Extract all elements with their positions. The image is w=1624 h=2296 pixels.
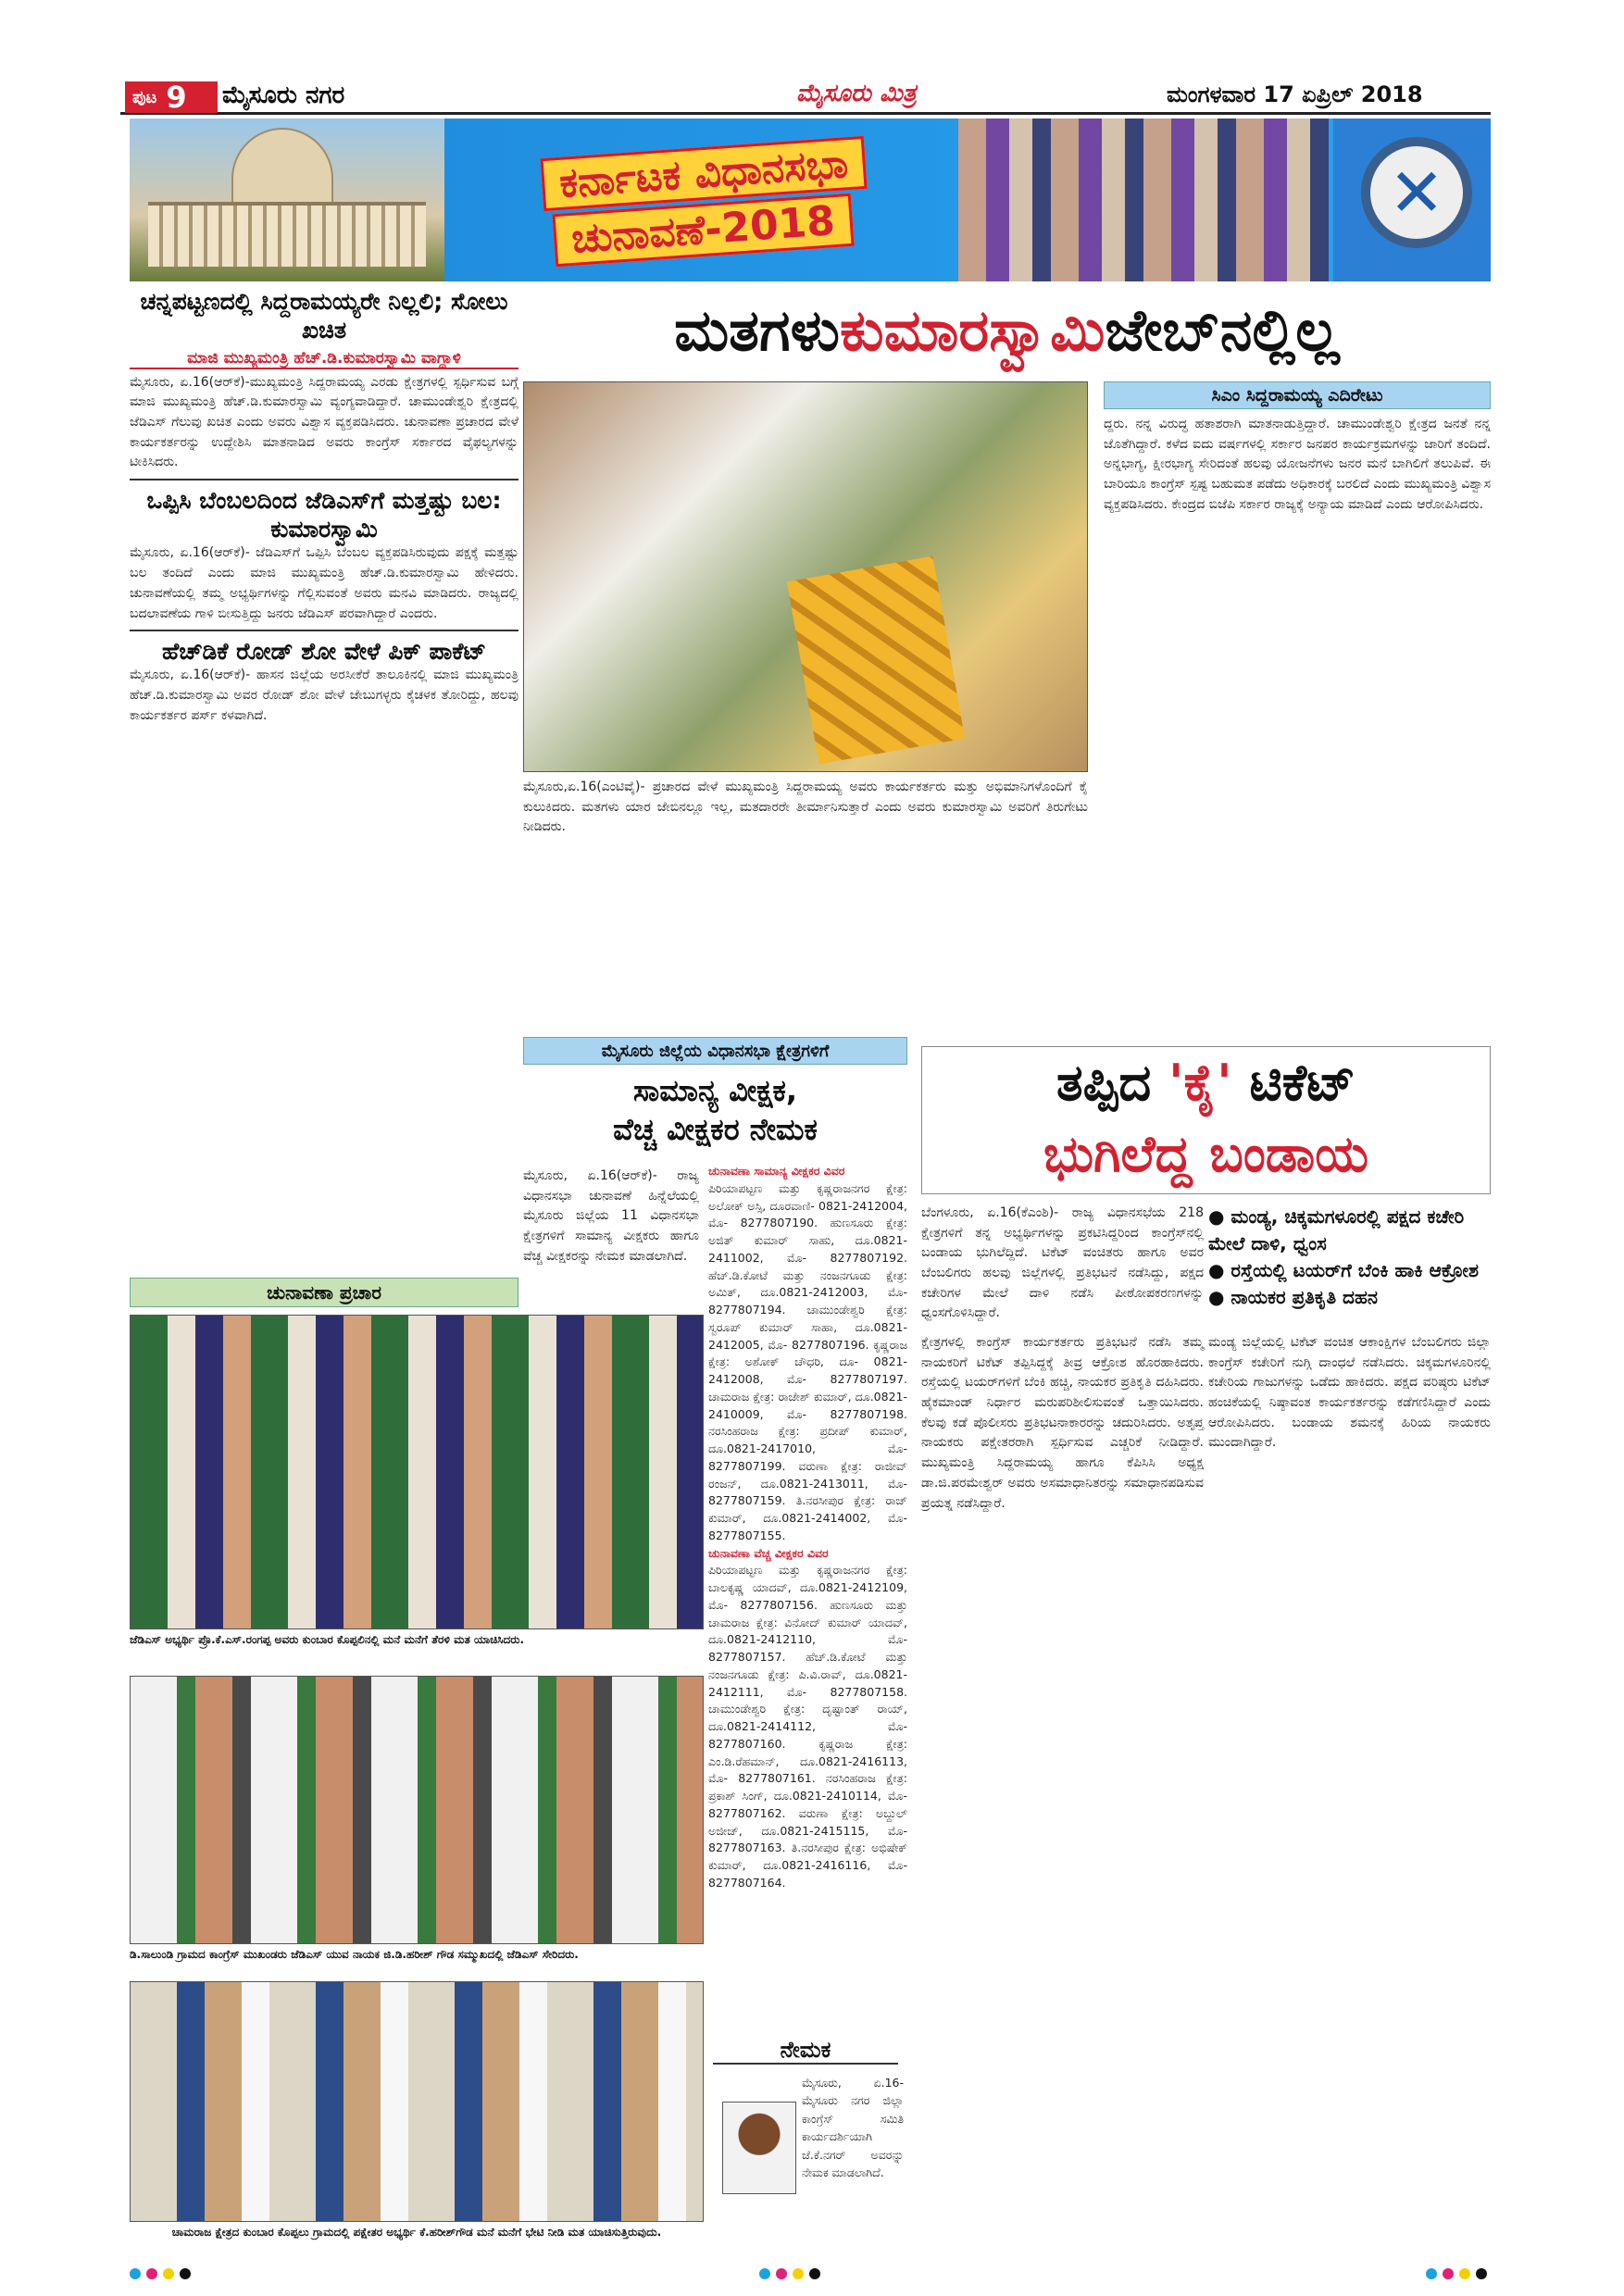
divider bbox=[130, 630, 518, 631]
observers-headline-line-1: ಸಾಮಾನ್ಯ ವೀಕ್ಷಕ, bbox=[632, 1073, 798, 1108]
registration-marks-left bbox=[130, 2268, 191, 2279]
campaign-photo-3 bbox=[130, 1981, 704, 2222]
dome-shape bbox=[231, 128, 333, 211]
campaign-photo-2 bbox=[130, 1676, 704, 1944]
ticket-headline-part-a: ತಪ್ಪಿದ bbox=[1056, 1054, 1169, 1112]
election-logo bbox=[1333, 119, 1491, 281]
ticket-headline-line-1 bbox=[921, 1054, 1491, 1113]
ticket-highlights bbox=[1208, 1204, 1491, 1311]
main-headline-part-a: ಮತಗಳು bbox=[674, 296, 840, 364]
section-name: ಮೈಸೂರು ನಗರ bbox=[222, 81, 345, 109]
black-dot bbox=[1476, 2268, 1487, 2279]
observers-list bbox=[708, 1163, 907, 1892]
left-story-3-body: ಮೈಸೂರು, ಏ.16(ಆರ್‌ಕೆ)- ಹಾಸನ ಜಿಲ್ಲೆಯ ಅರಸೀಕೆರೆ ತಾಲೂಕಿನಲ್ಲಿ ಮಾಜಿ ಮುಖ್ಯಮಂತ್ರಿ ಹೆಚ್.ಡಿ.ಕುಮಾರಸ್ವಾಮಿ ಅವರ ರೋಡ್ ಶೋ ವೇಳೆ ಜೇಬುಗಳ್ಳರು ಕೈಚಳಕ ತೋರಿದ್ದು, ಹಲವು ಕಾರ್ಯಕರ್ತರ ಪರ್ಸ್ ಕಳವಾಗಿದೆ. bbox=[130, 668, 518, 723]
observers-intro: ಮೈಸೂರು, ಏ.16(ಆರ್‌ಕೆ)- ರಾಜ್ಯ ವಿಧಾನಸಭಾ ಚುನಾವಣೆ ಹಿನ್ನೆಲೆಯಲ್ಲಿ ಮೈಸೂರು ಜಿಲ್ಲೆಯ 11 ವಿಧಾನಸಭಾ ಕ್ಷೇತ್ರಗಳಿಗೆ ಸಾಮಾನ್ಯ ವೀಕ್ಷಕರು ಹಾಗೂ ವೆಚ್ಚ ವೀಕ್ಷಕರನ್ನು ನೇಮಕ ಮಾಡಲಾಗಿದೆ. bbox=[523, 1168, 699, 1264]
barricade-shape bbox=[787, 556, 965, 765]
registration-marks-center bbox=[759, 2268, 820, 2279]
ticket-highlight-1: ● ಮಂಡ್ಯ, ಚಿಕ್ಕಮಗಳೂರಲ್ಲಿ ಪಕ್ಷದ ಕಚೇರಿ ಮೇಲೆ ದಾಳಿ, ಧ್ವಂಸ bbox=[1208, 1204, 1491, 1257]
left-story-3-headline: ಹೆಚ್‌ಡಿಕೆ ರೋಡ್ ಶೋ ವೇಳೆ ಪಿಕ್ ಪಾಕೆಟ್ bbox=[161, 638, 487, 666]
expense-observers-list: ಪಿರಿಯಾಪಟ್ಟಣ ಮತ್ತು ಕೃಷ್ಣರಾಜನಗರ ಕ್ಷೇತ್ರ: ಬಾಲಕೃಷ್ಣ ಯಾದವ್, ದೂ.0821-2412109, ಮೊ- 8277807156. ಹುಣಸೂರು ಮತ್ತು ಚಾಮರಾಜ ಕ್ಷೇತ್ರ: ವಿನೋದ್ ಕುಮಾರ್ ಯಾದವ್, ದೂ.0821-2412110, ಮೊ- 8277807157. ಹೆಚ್.ಡಿ.ಕೋಟೆ ಮತ್ತು ನಂಜನಗೂಡು ಕ್ಷೇತ್ರ: ಪಿ.ವಿ.ರಾವ್, ದೂ.0821-2412111, ಮೊ- 8277807158. ಚಾಮುಂಡೇಶ್ವರಿ ಕ್ಷೇತ್ರ: ದೃಷ್ಟಾಂತ್ ರಾಯ್, ದೂ.0821-2414112, ಮೊ- 8277807160. ಕೃಷ್ಣರಾಜ ಕ್ಷೇತ್ರ: ಎಂ.ಡಿ.ರೆಹಮಾನ್, ದೂ.0821-2416113, ಮೊ- 8277807161. ನರಸಿಂಹರಾಜ ಕ್ಷೇತ್ರ: ಪ್ರಕಾಶ್ ಸಿಂಗ್, ದೂ.0821-2410114, ಮೊ- 8277807162. ವರುಣಾ ಕ್ಷೇತ್ರ: ಅಬ್ದುಲ್ ಅಜೀಜ್, ದೂ.0821-2415115, ಮೊ- 8277807163. ತಿ.ನರಸೀಪುರ ಕ್ಷೇತ್ರ: ಅಭಿಷೇಕ್ ಕುಮಾರ್, ದೂ.0821-2416116, ಮೊ- 8277807164. bbox=[708, 1563, 907, 1890]
vidhana-soudha-image bbox=[130, 119, 444, 281]
appointee-portrait bbox=[722, 2102, 796, 2194]
yellow-dot bbox=[793, 2268, 804, 2279]
main-headline-part-c: ಜೇಬ್‌ನಲ್ಲಿಲ್ಲ bbox=[1105, 296, 1340, 364]
yellow-dot bbox=[163, 2268, 174, 2279]
main-headline bbox=[523, 289, 1491, 372]
ticket-highlight-2: ● ರಸ್ತೆಯಲ್ಲಿ ಟಯರ್‌ಗೆ ಬೆಂಕಿ ಹಾಕಿ ಆಕ್ರೋಶ bbox=[1208, 1257, 1491, 1284]
main-story-body: ದ್ದರು. ನನ್ನ ವಿರುದ್ಧ ಹತಾಶರಾಗಿ ಮಾತನಾಡುತ್ತಿದ್ದಾರೆ. ಚಾಮುಂಡೇಶ್ವರಿ ಕ್ಷೇತ್ರದ ಜನತೆ ನನ್ನ ಜೊತೆಗಿದ್ದಾರೆ. ಕಳೆದ ಐದು ವರ್ಷಗಳಲ್ಲಿ ಸರ್ಕಾರ ಜನಪರ ಕಾರ್ಯಕ್ರಮಗಳನ್ನು ಜಾರಿಗೆ ತಂದಿದೆ. ಅನ್ನಭಾಗ್ಯ, ಕ್ಷೀರಭಾಗ್ಯ ಸೇರಿದಂತೆ ಹಲವು ಯೋಜನೆಗಳು ಜನರ ಮನೆ ಬಾಗಿಲಿಗೆ ತಲುಪಿವೆ. ಈ ಬಾರಿಯೂ ಕಾಂಗ್ರೆಸ್ ಸ್ಪಷ್ಟ ಬಹುಮತ ಪಡೆದು ಅಧಿಕಾರಕ್ಕೆ ಬರಲಿದೆ ಎಂದು ಮುಖ್ಯಮಂತ್ರಿ ವಿಶ್ವಾಸ ವ್ಯಕ್ತಪಡಿಸಿದರು. ಕೇಂದ್ರದ ಬಿಜೆಪಿ ಸರ್ಕಾರ ರಾಜ್ಯಕ್ಕೆ ಅನ್ಯಾಯ ಮಾಡಿದೆ ಎಂದು ಆರೋಪಿಸಿದರು. bbox=[1104, 417, 1491, 512]
registration-marks-right bbox=[1426, 2268, 1487, 2279]
voters-queue-photo bbox=[958, 119, 1329, 281]
banner-title bbox=[444, 128, 963, 276]
appointment-body: ಮೈಸೂರು, ಏ.16- ಮೈಸೂರು ನಗರ ಜಿಲ್ಲಾ ಕಾಂಗ್ರೆಸ್ ಸಮಿತಿ ಕಾರ್ಯದರ್ಶಿಯಾಗಿ ಜೆ.ಕೆ.ನಗರ್ ಅವರನ್ನು ನೇಮಕ ಮಾಡಲಾಗಿದೆ. bbox=[802, 2076, 904, 2179]
building-shape bbox=[148, 202, 426, 267]
black-dot bbox=[809, 2268, 820, 2279]
ticket-highlight-3: ● ನಾಯಕರ ಪ್ರತಿಕೃತಿ ದಹನ bbox=[1208, 1284, 1491, 1311]
ticket-headline-line-2: ಭುಗಿಲೆದ್ದ ಬಂಡಾಯ bbox=[1043, 1125, 1369, 1183]
observers-headline-line-2: ವೆಚ್ಚ ವೀಕ್ಷಕರ ನೇಮಕ bbox=[613, 1111, 818, 1147]
left-story-kicker: ಮಾಜಿ ಮುಖ್ಯಮಂತ್ರಿ ಹೆಚ್.ಡಿ.ಕುಮಾರಸ್ವಾಮಿ ವಾಗ್ದಾಳಿ bbox=[130, 349, 518, 369]
left-story-2-body: ಮೈಸೂರು, ಏ.16(ಆರ್‌ಕೆ)- ಜೆಡಿಎಸ್‌ಗೆ ಒಪ್ಪಿಸಿ ಬೆಂಬಲ ವ್ಯಕ್ತಪಡಿಸಿರುವುದು ಪಕ್ಷಕ್ಕೆ ಮತ್ತಷ್ಟು ಬಲ ತಂದಿದೆ ಎಂದು ಮಾಜಿ ಮುಖ್ಯಮಂತ್ರಿ ಹೆಚ್.ಡಿ.ಕುಮಾರಸ್ವಾಮಿ ಹೇಳಿದರು. ಚುನಾವಣೆಯಲ್ಲಿ ತಮ್ಮ ಅಭ್ಯರ್ಥಿಗಳನ್ನು ಗೆಲ್ಲಿಸುವಂತೆ ಅವರು ಮನವಿ ಮಾಡಿದರು. ರಾಜ್ಯದಲ್ಲಿ ಬದಲಾವಣೆಯ ಗಾಳಿ ಬೀಸುತ್ತಿದ್ದು ಜನರು ಜೆಡಿಎಸ್ ಪರವಾಗಿದ್ದಾರೆ ಎಂದರು. bbox=[130, 545, 518, 621]
campaign-section-box: ಚುನಾವಣಾ ಪ್ರಚಾರ bbox=[130, 1278, 518, 1307]
main-subhead: ಸಿಎಂ ಸಿದ್ದರಾಮಯ್ಯ ಎದಿರೇಟು bbox=[1104, 381, 1491, 409]
cyan-dot bbox=[1426, 2268, 1437, 2279]
magenta-dot bbox=[146, 2268, 157, 2279]
page-number-tag bbox=[125, 81, 218, 113]
yellow-dot bbox=[1459, 2268, 1470, 2279]
banner-title-line-1: ಕರ್ನಾಟಕ ವಿಧಾನಸಭಾ bbox=[540, 136, 867, 211]
newspaper-name: ಮೈಸೂರು ಮಿತ್ರ bbox=[796, 80, 917, 107]
left-story-headline: ಚನ್ನಪಟ್ಟಣದಲ್ಲಿ ಸಿದ್ದರಾಮಯ್ಯರೇ ನಿಲ್ಲಲಿ; ಸೋಲು ಖಚಿತ bbox=[140, 288, 508, 344]
ticket-headline-part-c: ಟಿಕೆಟ್ bbox=[1249, 1054, 1356, 1112]
magenta-dot bbox=[776, 2268, 787, 2279]
ticket-story-body-col1: ಕ್ಷೇತ್ರಗಳಲ್ಲಿ ಕಾಂಗ್ರೆಸ್ ಕಾರ್ಯಕರ್ತರು ಪ್ರತಿಭಟನೆ ನಡೆಸಿ ತಮ್ಮ ನಾಯಕರಿಗೆ ಟಿಕೆಟ್ ತಪ್ಪಿಸಿದ್ದಕ್ಕೆ ತೀವ್ರ ಆಕ್ರೋಶ ಹೊರಹಾಕಿದರು. ರಸ್ತೆಯಲ್ಲಿ ಟಯರ್‌ಗಳಿಗೆ ಬೆಂಕಿ ಹಚ್ಚಿ, ನಾಯಕರ ಪ್ರತಿಕೃತಿ ದಹಿಸಿದರು. ಹೈಕಮಾಂಡ್ ನಿರ್ಧಾರ ಮರುಪರಿಶೀಲಿಸುವಂತೆ ಒತ್ತಾಯಿಸಿದರು. ಕೆಲವು ಕಡೆ ಪೊಲೀಸರು ಪ್ರತಿಭಟನಾಕಾರರನ್ನು ಚದುರಿಸಿದರು. ಅತೃಪ್ತ ನಾಯಕರು ಪಕ್ಷೇತರರಾಗಿ ಸ್ಪರ್ಧಿಸುವ ಎಚ್ಚರಿಕೆ ನೀಡಿದ್ದಾರೆ. ಮುಖ್ಯಮಂತ್ರಿ ಸಿದ್ದರಾಮಯ್ಯ ಹಾಗೂ ಕೆಪಿಸಿಸಿ ಅಧ್ಯಕ್ಷ ಡಾ.ಜಿ.ಪರಮೇಶ್ವರ್ ಅವರು ಅಸಮಾಧಾನಿತರನ್ನು ಸಮಾಧಾನಪಡಿಸುವ ಪ್ರಯತ್ನ ನಡೆಸಿದ್ದಾರೆ. bbox=[921, 1335, 1204, 1511]
issue-date: ಮಂಗಳವಾರ 17 ಏಪ್ರಿಲ್ 2018 bbox=[1167, 81, 1423, 107]
campaign-photo-1 bbox=[130, 1315, 704, 1629]
appointment-headline: ನೇಮಕ bbox=[713, 2037, 898, 2065]
banner-title-line-2: ಚುನಾವಣೆ-2018 bbox=[553, 193, 855, 267]
general-observers-title: ಚುನಾವಣಾ ಸಾಮಾನ್ಯ ವೀಕ್ಷಕರ ವಿವರ bbox=[708, 1164, 845, 1178]
main-headline-part-b: ಕುಮಾರಸ್ವಾಮಿ bbox=[839, 296, 1106, 364]
cm-greeting-crowd-photo bbox=[523, 381, 1088, 772]
divider bbox=[130, 479, 518, 480]
expense-observers-title: ಚುನಾವಣಾ ವೆಚ್ಚ ವೀಕ್ಷಕರ ವಿವರ bbox=[708, 1545, 829, 1560]
campaign-caption-3: ಚಾಮರಾಜ ಕ್ಷೇತ್ರದ ಕುಂಬಾರ ಕೊಪ್ಪಲು ಗ್ರಾಮದಲ್ಲಿ ಪಕ್ಷೇತರ ಅಭ್ಯರ್ಥಿ ಕೆ.ಹರೀಶ್‌ಗೌಡ ಮನೆ ಮನೆಗೆ ಭೇಟಿ ನೀಡಿ ಮತ ಯಾಚಿಸುತ್ತಿರುವುದು. bbox=[171, 2226, 662, 2239]
left-column bbox=[130, 287, 518, 727]
ticket-headline-part-b: 'ಕೈ' bbox=[1168, 1054, 1232, 1112]
campaign-caption-1: ಜೆಡಿಎಸ್ ಅಭ್ಯರ್ಥಿ ಪ್ರೊ.ಕೆ.ಎಸ್.ರಂಗಪ್ಪ ಅವರು ಕುಂಬಾರ ಕೊಪ್ಪಲಿನಲ್ಲಿ ಮನೆ ಮನೆಗೆ ತೆರಳಿ ಮತ ಯಾಚಿಸಿದರು. bbox=[130, 1633, 525, 1646]
left-story-2-headline: ಒಪ್ಪಿಸಿ ಬೆಂಬಲದಿಂದ ಜೆಡಿಎಸ್‌ಗೆ ಮತ್ತಷ್ಟು ಬಲ: ಕುಮಾರಸ್ವಾಮಿ bbox=[146, 486, 502, 543]
general-observers-list: ಪಿರಿಯಾಪಟ್ಟಣ ಮತ್ತು ಕೃಷ್ಣರಾಜನಗರ ಕ್ಷೇತ್ರ: ಅಲೋಕ್ ಅಸ್ಸಿ, ದೂರವಾಣಿ- 0821-2412004, ಮೊ- 8277807190. ಹುಣಸೂರು ಕ್ಷೇತ್ರ: ಅಜಿತ್ ಕುಮಾರ್ ಸಾಹು, ದೂ.0821-2411002, ಮೊ- 8277807192. ಹೆಚ್.ಡಿ.ಕೋಟೆ ಮತ್ತು ನಂಜನಗೂಡು ಕ್ಷೇತ್ರ: ಅಮಿತ್, ದೂ.0821-2412003, ಮೊ- 8277807194. ಚಾಮುಂಡೇಶ್ವರಿ ಕ್ಷೇತ್ರ: ಸ್ವರೂಪ್ ಕುಮಾರ್ ಸಾಹಾ, ದೂ.0821-2412005, ಮೊ- 8277807196. ಕೃಷ್ಣರಾಜ ಕ್ಷೇತ್ರ: ಅಶೋಕ್ ಚೌಧರಿ, ದೂ- 0821-2412008, ಮೊ- 8277807197. ಚಾಮರಾಜ ಕ್ಷೇತ್ರ: ರಾಜೇಶ್ ಕುಮಾರ್, ದೂ.0821-2410009, ಮೊ- 8277807198. ನರಸಿಂಹರಾಜ ಕ್ಷೇತ್ರ: ಪ್ರದೀಪ್ ಕುಮಾರ್, ದೂ.0821-2417010, ಮೊ- 8277807199. ವರುಣಾ ಕ್ಷೇತ್ರ: ರಾಜೀವ್ ರಂಜನ್, ದೂ.0821-2413011, ಮೊ- 8277807159. ತಿ.ನರಸೀಪುರ ಕ್ಷೇತ್ರ: ರಾಜ್ ಕುಮಾರ್, ದೂ.0821-2414002, ಮೊ- 8277807155. bbox=[708, 1180, 907, 1542]
election-banner bbox=[130, 119, 1491, 281]
ticket-story-body-col2: ಮಂಡ್ಯ ಜಿಲ್ಲೆಯಲ್ಲಿ ಟಿಕೆಟ್ ವಂಚಿತ ಆಕಾಂಕ್ಷಿಗಳ ಬೆಂಬಲಿಗರು ಜಿಲ್ಲಾ ಕಾಂಗ್ರೆಸ್ ಕಚೇರಿಗೆ ನುಗ್ಗಿ ದಾಂಧಲೆ ನಡೆಸಿದರು. ಚಿಕ್ಕಮಗಳೂರಿನಲ್ಲಿ ಕಚೇರಿಯ ಗಾಜುಗಳನ್ನು ಒಡೆದು ಹಾಕಿದರು. ಪಕ್ಷದ ವರಿಷ್ಠರು ಟಿಕೆಟ್ ಹಂಚಿಕೆಯಲ್ಲಿ ನಿಷ್ಠಾವಂತ ಕಾರ್ಯಕರ್ತರನ್ನು ಕಡೆಗಣಿಸಿದ್ದಾರೆ ಎಂದು ಆರೋಪಿಸಿದರು. ಬಂಡಾಯ ಶಮನಕ್ಕೆ ಹಿರಿಯ ನಾಯಕರು ಮುಂದಾಗಿದ್ದಾರೆ. bbox=[1208, 1335, 1491, 1451]
campaign-caption-2: ಡಿ.ಸಾಲುಂಡಿ ಗ್ರಾಮದ ಕಾಂಗ್ರೆಸ್ ಮುಖಂಡರು ಜೆಡಿಎಸ್ ಯುವ ನಾಯಕ ಜಿ.ಡಿ.ಹರೀಶ್ ಗೌಡ ಸಮ್ಮುಖದಲ್ಲಿ ಜೆಡಿಎಸ್ ಸೇರಿದರು. bbox=[130, 1948, 579, 1961]
page-label: ಪುಟ bbox=[132, 87, 157, 107]
cyan-dot bbox=[759, 2268, 770, 2279]
left-story-body: ಮೈಸೂರು, ಏ.16(ಆರ್‌ಕೆ)-ಮುಖ್ಯಮಂತ್ರಿ ಸಿದ್ದರಾಮಯ್ಯ ಎರಡು ಕ್ಷೇತ್ರಗಳಲ್ಲಿ ಸ್ಪರ್ಧಿಸುವ ಬಗ್ಗೆ ಮಾಜಿ ಮುಖ್ಯಮಂತ್ರಿ ಹೆಚ್.ಡಿ.ಕುಮಾರಸ್ವಾಮಿ ವ್ಯಂಗ್ಯವಾಡಿದ್ದಾರೆ. ಚಾಮುಂಡೇಶ್ವರಿ ಕ್ಷೇತ್ರದಲ್ಲಿ ಜೆಡಿಎಸ್ ಗೆಲುವು ಖಚಿತ ಎಂದು ಅವರು ವಿಶ್ವಾಸ ವ್ಯಕ್ತಪಡಿಸಿದರು. ಚುನಾವಣಾ ಪ್ರಚಾರದ ವೇಳೆ ಕಾರ್ಯಕರ್ತರನ್ನು ಉದ್ದೇಶಿಸಿ ಮಾತನಾಡಿದ ಅವರು ಕಾಂಗ್ರೆಸ್ ಸರ್ಕಾರದ ವೈಫಲ್ಯಗಳನ್ನು ಟೀಕಿಸಿದರು. bbox=[130, 374, 518, 470]
district-section-box: ಮೈಸೂರು ಜಿಲ್ಲೆಯ ವಿಧಾನಸಭಾ ಕ್ಷೇತ್ರಗಳಿಗೆ bbox=[523, 1037, 907, 1065]
magenta-dot bbox=[1443, 2268, 1454, 2279]
black-dot bbox=[180, 2268, 191, 2279]
cyan-dot bbox=[130, 2268, 141, 2279]
observers-headline bbox=[523, 1072, 907, 1149]
main-photo-caption: ಮೈಸೂರು,ಏ.16(ಎಂಟಿವೈ)- ಪ್ರಚಾರದ ವೇಳೆ ಮುಖ್ಯಮಂತ್ರಿ ಸಿದ್ದರಾಮಯ್ಯ ಅವರು ಕಾರ್ಯಕರ್ತರು ಮತ್ತು ಅಭಿಮಾನಿಗಳೊಂದಿಗೆ ಕೈ ಕುಲುಕಿದರು. ಮತಗಳು ಯಾರ ಜೇಬಿನಲ್ಲೂ ಇಲ್ಲ, ಮತದಾರರೇ ತೀರ್ಮಾನಿಸುತ್ತಾರೆ ಎಂದು ಅವರು ಕುಮಾರಸ್ವಾಮಿ ಅವರಿಗೆ ತಿರುಗೇಟು ನೀಡಿದರು. bbox=[523, 780, 1088, 835]
ticket-story-lead: ಬೆಂಗಳೂರು, ಏ.16(ಕೆಎಂಶಿ)- ರಾಜ್ಯ ವಿಧಾನಸಭೆಯ 218 ಕ್ಷೇತ್ರಗಳಿಗೆ ತನ್ನ ಅಭ್ಯರ್ಥಿಗಳನ್ನು ಪ್ರಕಟಿಸಿದ್ದರಿಂದ ಕಾಂಗ್ರೆಸ್‌ನಲ್ಲಿ ಬಂಡಾಯ ಭುಗಿಲೆದ್ದಿದೆ. ಟಿಕೆಟ್ ವಂಚಿತರು ಹಾಗೂ ಅವರ ಬೆಂಬಲಿಗರು ಹಲವು ಜಿಲ್ಲೆಗಳಲ್ಲಿ ಪ್ರತಿಭಟನೆ ನಡೆಸಿದ್ದು, ಪಕ್ಷದ ಕಚೇರಿಗಳ ಮೇಲೆ ದಾಳಿ ನಡೆಸಿ ಪೀಠೋಪಕರಣಗಳನ್ನು ಧ್ವಂಸಗೊಳಿಸಿದ್ದಾರೆ. bbox=[921, 1205, 1204, 1321]
ballot-mark-icon: ✕ bbox=[1361, 137, 1472, 248]
page-number: 9 bbox=[166, 80, 187, 115]
